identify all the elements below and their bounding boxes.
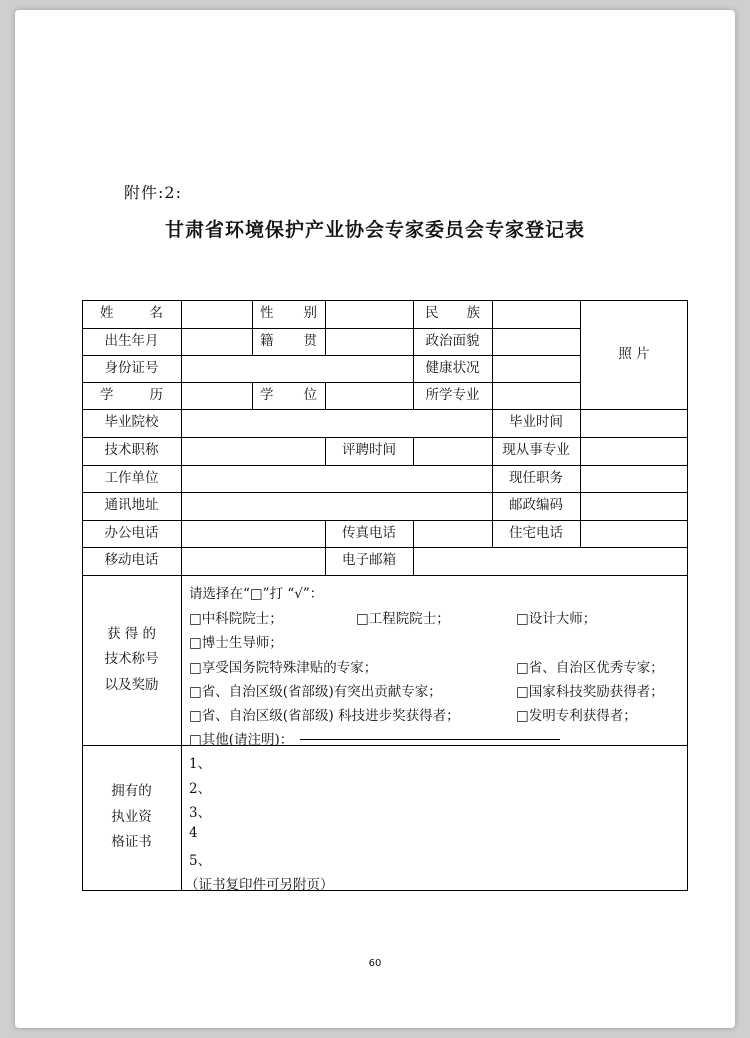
attachment-label: 附件:2: (124, 183, 182, 202)
label-political-status: 政治面貌 (425, 332, 480, 349)
label-current-major: 现从事专业 (502, 442, 570, 459)
major-field[interactable] (494, 383, 579, 408)
checkbox-provincial-progress-award[interactable]: □省、自治区级(省部级) 科技进步奖获得者； (189, 708, 460, 724)
label-graduation-time: 毕业时间 (509, 414, 563, 431)
label-name: 姓 名 (100, 305, 163, 322)
id-number-field[interactable] (183, 356, 412, 381)
employer-field[interactable] (183, 466, 491, 491)
label-employer: 工作单位 (104, 469, 159, 486)
checkbox-design-master[interactable]: □设计大师； (516, 611, 597, 627)
tech-title-field[interactable] (183, 438, 324, 464)
label-current-post: 现任职务 (509, 469, 563, 486)
page-number: 60 (368, 958, 382, 969)
certificate-item: 3、 (189, 805, 212, 821)
label-fax: 传真电话 (342, 524, 396, 541)
label-mobile: 移动电话 (104, 552, 159, 569)
certificate-item: 2、 (189, 781, 212, 797)
mobile-field[interactable] (183, 548, 324, 574)
fax-field[interactable] (415, 521, 491, 546)
current-major-field[interactable] (582, 438, 686, 464)
hire-time-field[interactable] (415, 438, 491, 464)
label-degree: 学 位 (260, 386, 317, 403)
label-id-number: 身份证号 (104, 359, 159, 376)
origin-field[interactable] (327, 329, 412, 354)
ethnicity-field[interactable] (494, 301, 579, 327)
address-field[interactable] (183, 493, 491, 519)
label-major: 所学专业 (425, 386, 480, 403)
label-ethnicity: 民 族 (425, 305, 480, 322)
birth-date-field[interactable] (183, 329, 251, 354)
checkbox-other[interactable]: □其他(请注明)： (189, 732, 294, 748)
label-awards: 获 得 的 技术称号 以及奖励 (104, 625, 159, 693)
checkbox-phd-supervisor[interactable]: □博士生导师； (189, 635, 283, 651)
certificate-item: 4 (189, 825, 198, 841)
home-phone-field[interactable] (582, 521, 686, 546)
checkbox-state-allowance[interactable]: □享受国务院特殊津贴的专家； (189, 660, 378, 676)
gender-field[interactable] (327, 301, 412, 327)
education-field[interactable] (183, 383, 251, 408)
school-field[interactable] (183, 410, 491, 436)
label-hire-time: 评聘时间 (342, 442, 396, 459)
checkbox-cae-academician[interactable]: □工程院院士； (356, 611, 450, 627)
political-status-field[interactable] (494, 329, 579, 354)
label-origin: 籍 贯 (260, 332, 317, 349)
label-school: 毕业院校 (104, 414, 159, 431)
label-address: 通讯地址 (104, 497, 159, 514)
label-birth-date: 出生年月 (104, 332, 159, 349)
label-tech-title: 技术职称 (104, 442, 159, 459)
label-gender: 性 别 (260, 305, 317, 322)
degree-field[interactable] (327, 383, 412, 408)
email-field[interactable] (415, 548, 686, 574)
label-office-phone: 办公电话 (104, 524, 159, 541)
label-health: 健康状况 (425, 359, 480, 376)
postcode-field[interactable] (582, 493, 686, 519)
name-field[interactable] (183, 301, 251, 327)
certificate-item: 5、 (189, 853, 212, 869)
label-certificates: 拥有的 执业资 格证书 (111, 783, 152, 851)
other-specify-line[interactable] (300, 739, 560, 740)
checkbox-national-award[interactable]: □国家科技奖励获得者； (516, 684, 664, 700)
health-field[interactable] (494, 356, 579, 381)
label-home-phone: 住宅电话 (509, 524, 563, 541)
checkbox-patent[interactable]: □发明专利获得者； (516, 708, 637, 724)
label-postcode: 邮政编码 (509, 497, 563, 514)
checkbox-provincial-expert[interactable]: □省、自治区优秀专家； (516, 660, 664, 676)
awards-instruction: 请选择在“□”打 “√”： (189, 586, 324, 602)
office-phone-field[interactable] (183, 521, 324, 546)
label-education: 学 历 (100, 386, 163, 403)
checkbox-cas-academician[interactable]: □中科院院士； (189, 611, 283, 627)
photo-box[interactable]: 照 片 (618, 346, 650, 363)
certificate-item: 1、 (189, 756, 212, 772)
current-post-field[interactable] (582, 466, 686, 491)
label-email: 电子邮箱 (342, 552, 396, 569)
form-title: 甘肃省环境保护产业协会专家委员会专家登记表 (164, 219, 585, 241)
checkbox-outstanding-contribution[interactable]: □省、自治区级(省部级)有突出贡献专家； (189, 684, 442, 700)
graduation-time-field[interactable] (582, 410, 686, 436)
certificates-note: （证书复印件可另附页） (185, 877, 334, 893)
